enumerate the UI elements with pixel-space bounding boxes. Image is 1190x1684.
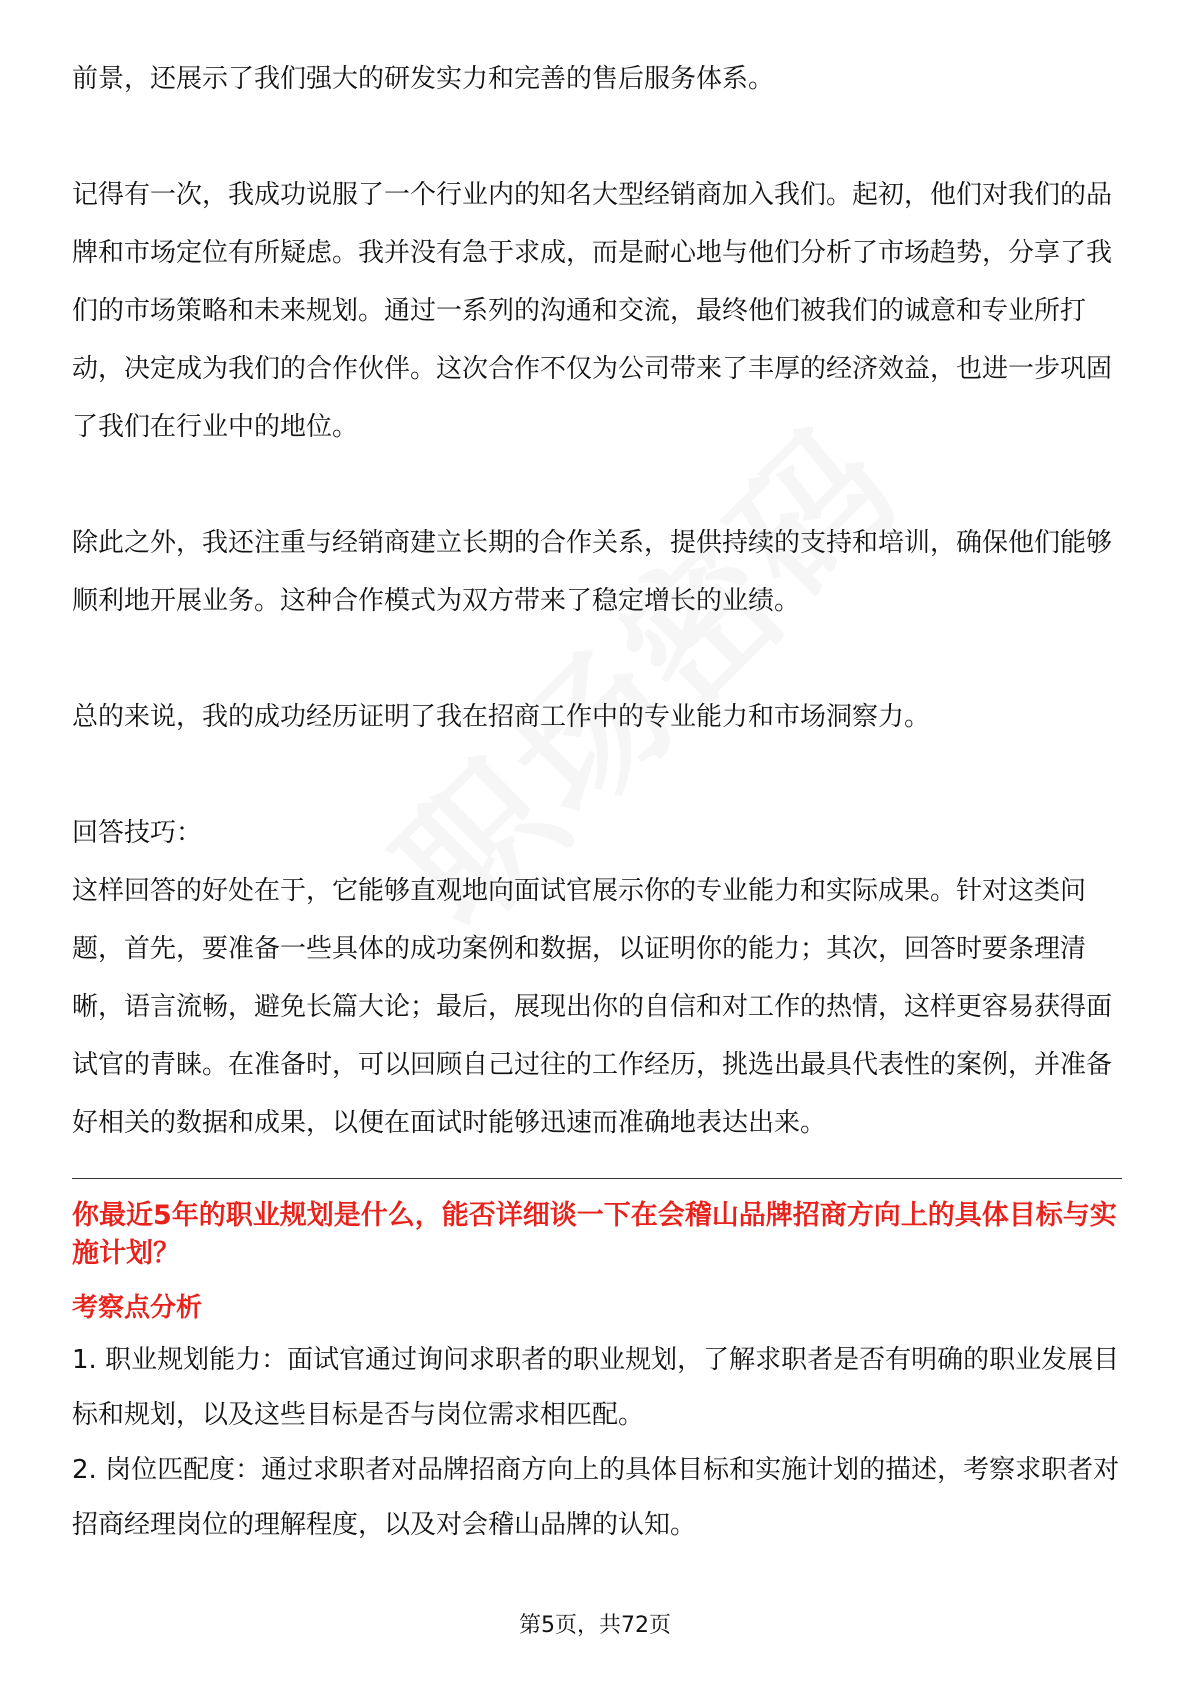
page-content	[72, 50, 1122, 1553]
paragraph-3: 除此之外，我还注重与经销商建立长期的合作关系，提供持续的支持和培训，确保他们能够顺利地开展业务。这种合作模式为双方带来了稳定增长的业绩。	[72, 528, 1113, 616]
paragraph-1: 前景，还展示了我们强大的研发实力和完善的售后服务体系。	[72, 64, 775, 94]
analysis-item-2: 2. 岗位匹配度：通过求职者对品牌招商方向上的具体目标和实施计划的描述，考察求职者对招商经理岗位的理解程度，以及对会稽山品牌的认知。	[72, 1455, 1120, 1540]
page-number: 第5页，共72页	[519, 1613, 671, 1638]
section-divider	[72, 1178, 1122, 1179]
tips-body: 这样回答的好处在于，它能够直观地向面试官展示你的专业能力和实际成果。针对这类问题，首先，要准备一些具体的成功案例和数据，以证明你的能力；其次，回答时要条理清晰，语言流畅，避免长篇大论；最后，展现出你的自信和对工作的热情，这样更容易获得面试官的青睐。在准备时，可以回顾自己过往的工作经历，挑选出最具代表性的案例，并准备好相关的数据和成果，以便在面试时能够迅速而准确地表达出来。	[72, 876, 1113, 1138]
analysis-heading: 考察点分析	[72, 1293, 203, 1323]
tips-label: 回答技巧：	[72, 818, 203, 848]
interview-question: 你最近5年的职业规划是什么，能否详细谈一下在会稽山品牌招商方向上的具体目标与实施计划？	[72, 1200, 1117, 1269]
analysis-item-1: 1. 职业规划能力：面试官通过询问求职者的职业规划，了解求职者是否有明确的职业发展目标和规划，以及这些目标是否与岗位需求相匹配。	[72, 1345, 1120, 1430]
paragraph-4: 总的来说，我的成功经历证明了我在招商工作中的专业能力和市场洞察力。	[72, 702, 931, 732]
paragraph-2: 记得有一次，我成功说服了一个行业内的知名大型经销商加入我们。起初，他们对我们的品牌和市场定位有所疑虑。我并没有急于求成，而是耐心地与他们分析了市场趋势，分享了我们的市场策略和未来规划。通过一系列的沟通和交流，最终他们被我们的诚意和专业所打动，决定成为我们的合作伙伴。这次合作不仅为公司带来了丰厚的经济效益，也进一步巩固了我们在行业中的地位。	[72, 180, 1113, 442]
